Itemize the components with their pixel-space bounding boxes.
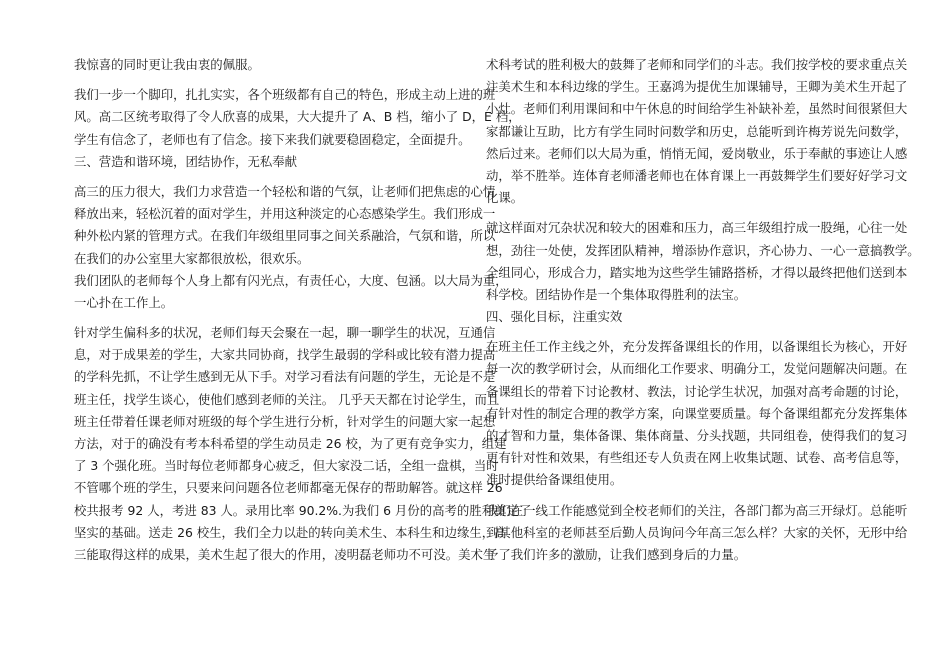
text-line: 息，对于成果差的学生，大家共同协商，找学生最弱的学科或比较有潜力提高 <box>74 347 496 363</box>
text-line: 高三的压力很大，我们力求营造一个轻松和谐的气氛，让老师们把焦虑的心情 <box>74 183 496 199</box>
text-line: 我们在一线工作能感觉到全校老师们的关注，各部门都为高三开绿灯。总能听 <box>486 502 908 518</box>
text-line: 每一次的教学研讨会，从而细化工作要求、明确分工，发觉问题解决问题。在 <box>486 361 908 377</box>
text-line: 我们团队的老师每个人身上都有闪光点，有责任心，大度、包涵。以大局为重， <box>74 272 508 288</box>
text-line: 了 3 个强化班。当时每位老师都身心疲乏，但大家没二话，全组一盘棋，当时 <box>74 458 499 474</box>
text-line: 我惊喜的同时更让我由衷的佩服。 <box>74 57 260 72</box>
text-line: 三、营造和谐环境，团结协作，无私奉献 <box>74 153 298 169</box>
paragraph-gap <box>74 76 460 84</box>
right-text-column <box>486 54 920 566</box>
text-line: 就这样面对冗杂状况和较大的困难和压力，高三年级组拧成一股绳，心往一处 <box>486 220 908 236</box>
text-line: 化课。 <box>486 190 524 206</box>
text-line: 不管哪个班的学生，只要来问问题各位老师都毫无保存的帮助解答。就这样 26 <box>74 480 503 496</box>
paragraph-gap <box>486 492 878 500</box>
text-line: 家都谦让互助，比方有学生同时问数学和历史，总能听到许梅芳说先问数学， <box>486 123 908 139</box>
text-line: 想，劲往一处使，发挥团队精神，增添协作意识，齐心协力、一心一意搞教学。 <box>486 242 920 258</box>
text-line: 一心扑在工作上。 <box>74 294 174 310</box>
text-line: 的才智和力量，集体备课、集体商量、分头找题，共同组卷，使得我们的复习 <box>486 428 908 443</box>
text-line: 班主任，找学生谈心，使他们感到老师的关注。 几乎天天都在讨论学生，而且 <box>74 391 500 407</box>
text-line: 有针对性的制定合理的教学方案，向课堂要质量。每个备课组都充分发挥集体 <box>486 405 908 421</box>
text-line: 在我们的办公室里大家都很放松，很欢乐。 <box>74 250 310 266</box>
text-line: 坚实的基础。送走 26 校生，我们全力以赴的转向美术生、本科生和边缘生，高 <box>74 524 507 540</box>
text-line: 的学科先抓，不让学生感到无从下手。对学习看法有问题的学生，无论是不是 <box>74 369 496 385</box>
text-line: 方法，对于的确没有考本科希望的学生动员走 26 校，为了更有竞争实力，组建 <box>74 436 507 451</box>
text-line: 准时提供给备课组使用。 <box>486 472 623 488</box>
paragraph-gap <box>486 328 878 336</box>
text-line: 风。高二区统考取得了令人欣喜的成果，大大提升了 A、B 档，缩小了 D，E 档， <box>74 109 521 125</box>
text-line: 班主任带着任课老师对班级的每个学生进行分析，针对学生的问题大家一起想 <box>74 413 496 429</box>
paragraph-gap <box>486 209 878 217</box>
text-line: 备课组长的带着下讨论教材、教法，讨论学生状况，加强对高考命题的讨论， <box>486 383 908 399</box>
text-line: 在班主任工作主线之外，充分发挥备课组长的作用，以备课组长为核心，开好 <box>486 339 908 355</box>
text-line: 小灶。老师们利用课间和中午休息的时间给学生补缺补差，虽然时间很紧但大 <box>486 101 908 117</box>
text-line: 校共报考 92 人，考进 83 人。录用比率 90.2%.为我们 6 月份的高考的胜利奠定了 <box>74 502 532 518</box>
text-line: 注美术生和本科边缘的学生。王嘉鸿为提优生加课辅导，王卿为美术生开起了 <box>486 79 908 95</box>
text-line: 全组同心，形成合力，踏实地为这些学生铺路搭桥，才得以最终把他们送到本 <box>486 264 908 280</box>
paragraph-gap <box>74 173 460 181</box>
text-line: 四、强化目标，注重实效 <box>486 309 623 325</box>
text-line: 术科考试的胜利极大的鼓舞了老师和同学们的斗志。我们按学校的要求重点关 <box>486 57 908 72</box>
text-line: 予了我们许多的激励，让我们感到身后的力量。 <box>486 546 747 562</box>
text-line: 动，举不胜举。连体育老师潘老师也在体育课上一再鼓舞学生们要好好学习文 <box>486 167 908 183</box>
text-line: 学生有信念了，老师也有了信念。接下来我们就要稳固稳定，全面提升。 <box>74 131 471 147</box>
text-line: 我们一步一个脚印，扎扎实实，各个班级都有自己的特色，形成主动上进的班 <box>74 87 496 103</box>
text-line: 针对学生偏科多的状况，老师们每天会聚在一起，聊一聊学生的状况，互通信 <box>74 325 496 341</box>
text-line: 然后过来。老师们以大局为重，悄悄无闻，爱岗敬业，乐于奉献的事迹让人感 <box>486 145 908 161</box>
text-line: 三能取得这样的成果，美术生起了很大的作用，凌明磊老师功不可没。美术生 <box>74 546 496 562</box>
text-line: 到其他科室的老师甚至后勤人员询问今年高三怎么样？大家的关怀，无形中给 <box>486 524 908 540</box>
text-line: 释放出来，轻松沉着的面对学生，并用这种淡定的心态感染学生。我们形成一 <box>74 206 496 222</box>
text-line: 种外松内紧的管理方式。在我们年级组里同事之间关系融洽，气氛和谐，所以 <box>74 228 496 244</box>
text-line: 更有针对性和效果，有些组还专人负责在网上收集试题、试卷、高考信息等， <box>486 450 908 466</box>
text-line: 科学校。团结协作是一个集体取得胜利的法宝。 <box>486 286 747 302</box>
paragraph-gap <box>74 314 460 322</box>
